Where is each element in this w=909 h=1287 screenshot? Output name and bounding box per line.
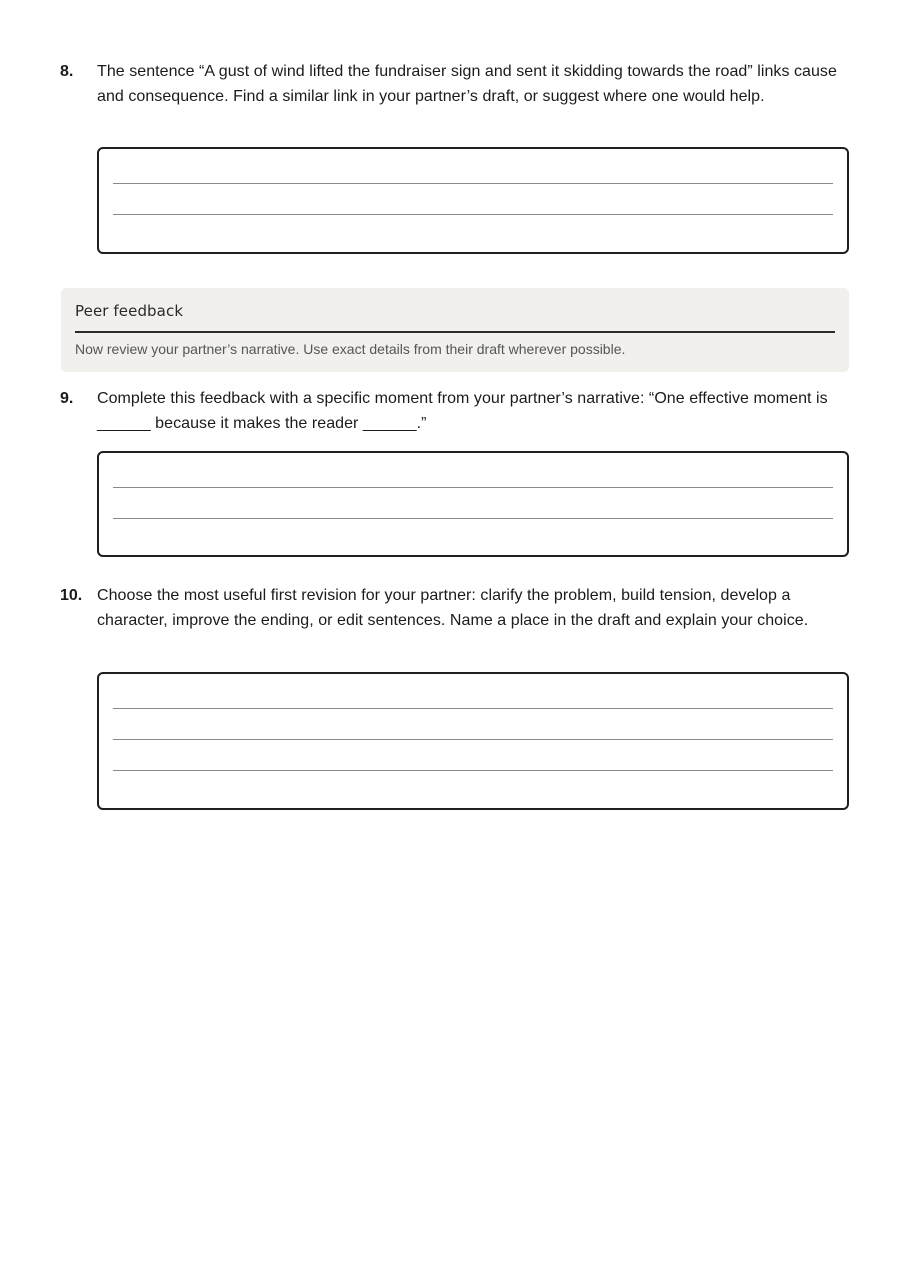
answer-box-8[interactable]	[97, 147, 849, 254]
peer-feedback-title: Peer feedback	[75, 302, 184, 320]
question-10	[60, 583, 860, 633]
writing-line	[113, 739, 833, 740]
writing-line	[113, 518, 833, 519]
writing-line	[113, 708, 833, 709]
divider	[75, 331, 835, 333]
writing-line	[113, 770, 833, 771]
question-text: Choose the most useful first revision for your partner: clarify the problem, build tension, develop a character, improve the ending, or edit sentences. Name a place in the draft and explain your choice.	[97, 587, 809, 629]
question-9	[60, 386, 860, 436]
peer-feedback-instructions: Now review your partner’s narrative. Use exact details from their draft wherever possible.	[75, 341, 626, 357]
writing-line	[113, 214, 833, 215]
question-text: The sentence “A gust of wind lifted the fundraiser sign and sent it skidding towards the road” links cause and consequence. Find a similar link in your partner’s draft, or suggest where one would help.	[97, 63, 837, 105]
question-number: 9.	[60, 390, 74, 407]
writing-line	[113, 183, 833, 184]
question-text: Complete this feedback with a specific moment from your partner’s narrative: “One effective moment is ______ because it makes the reader ______.”	[97, 390, 828, 432]
question-number: 8.	[60, 63, 74, 80]
peer-feedback-panel	[61, 288, 849, 372]
question-8	[60, 59, 860, 109]
question-number: 10.	[60, 587, 83, 604]
answer-box-10[interactable]	[97, 672, 849, 810]
writing-line	[113, 487, 833, 488]
answer-box-9[interactable]	[97, 451, 849, 557]
